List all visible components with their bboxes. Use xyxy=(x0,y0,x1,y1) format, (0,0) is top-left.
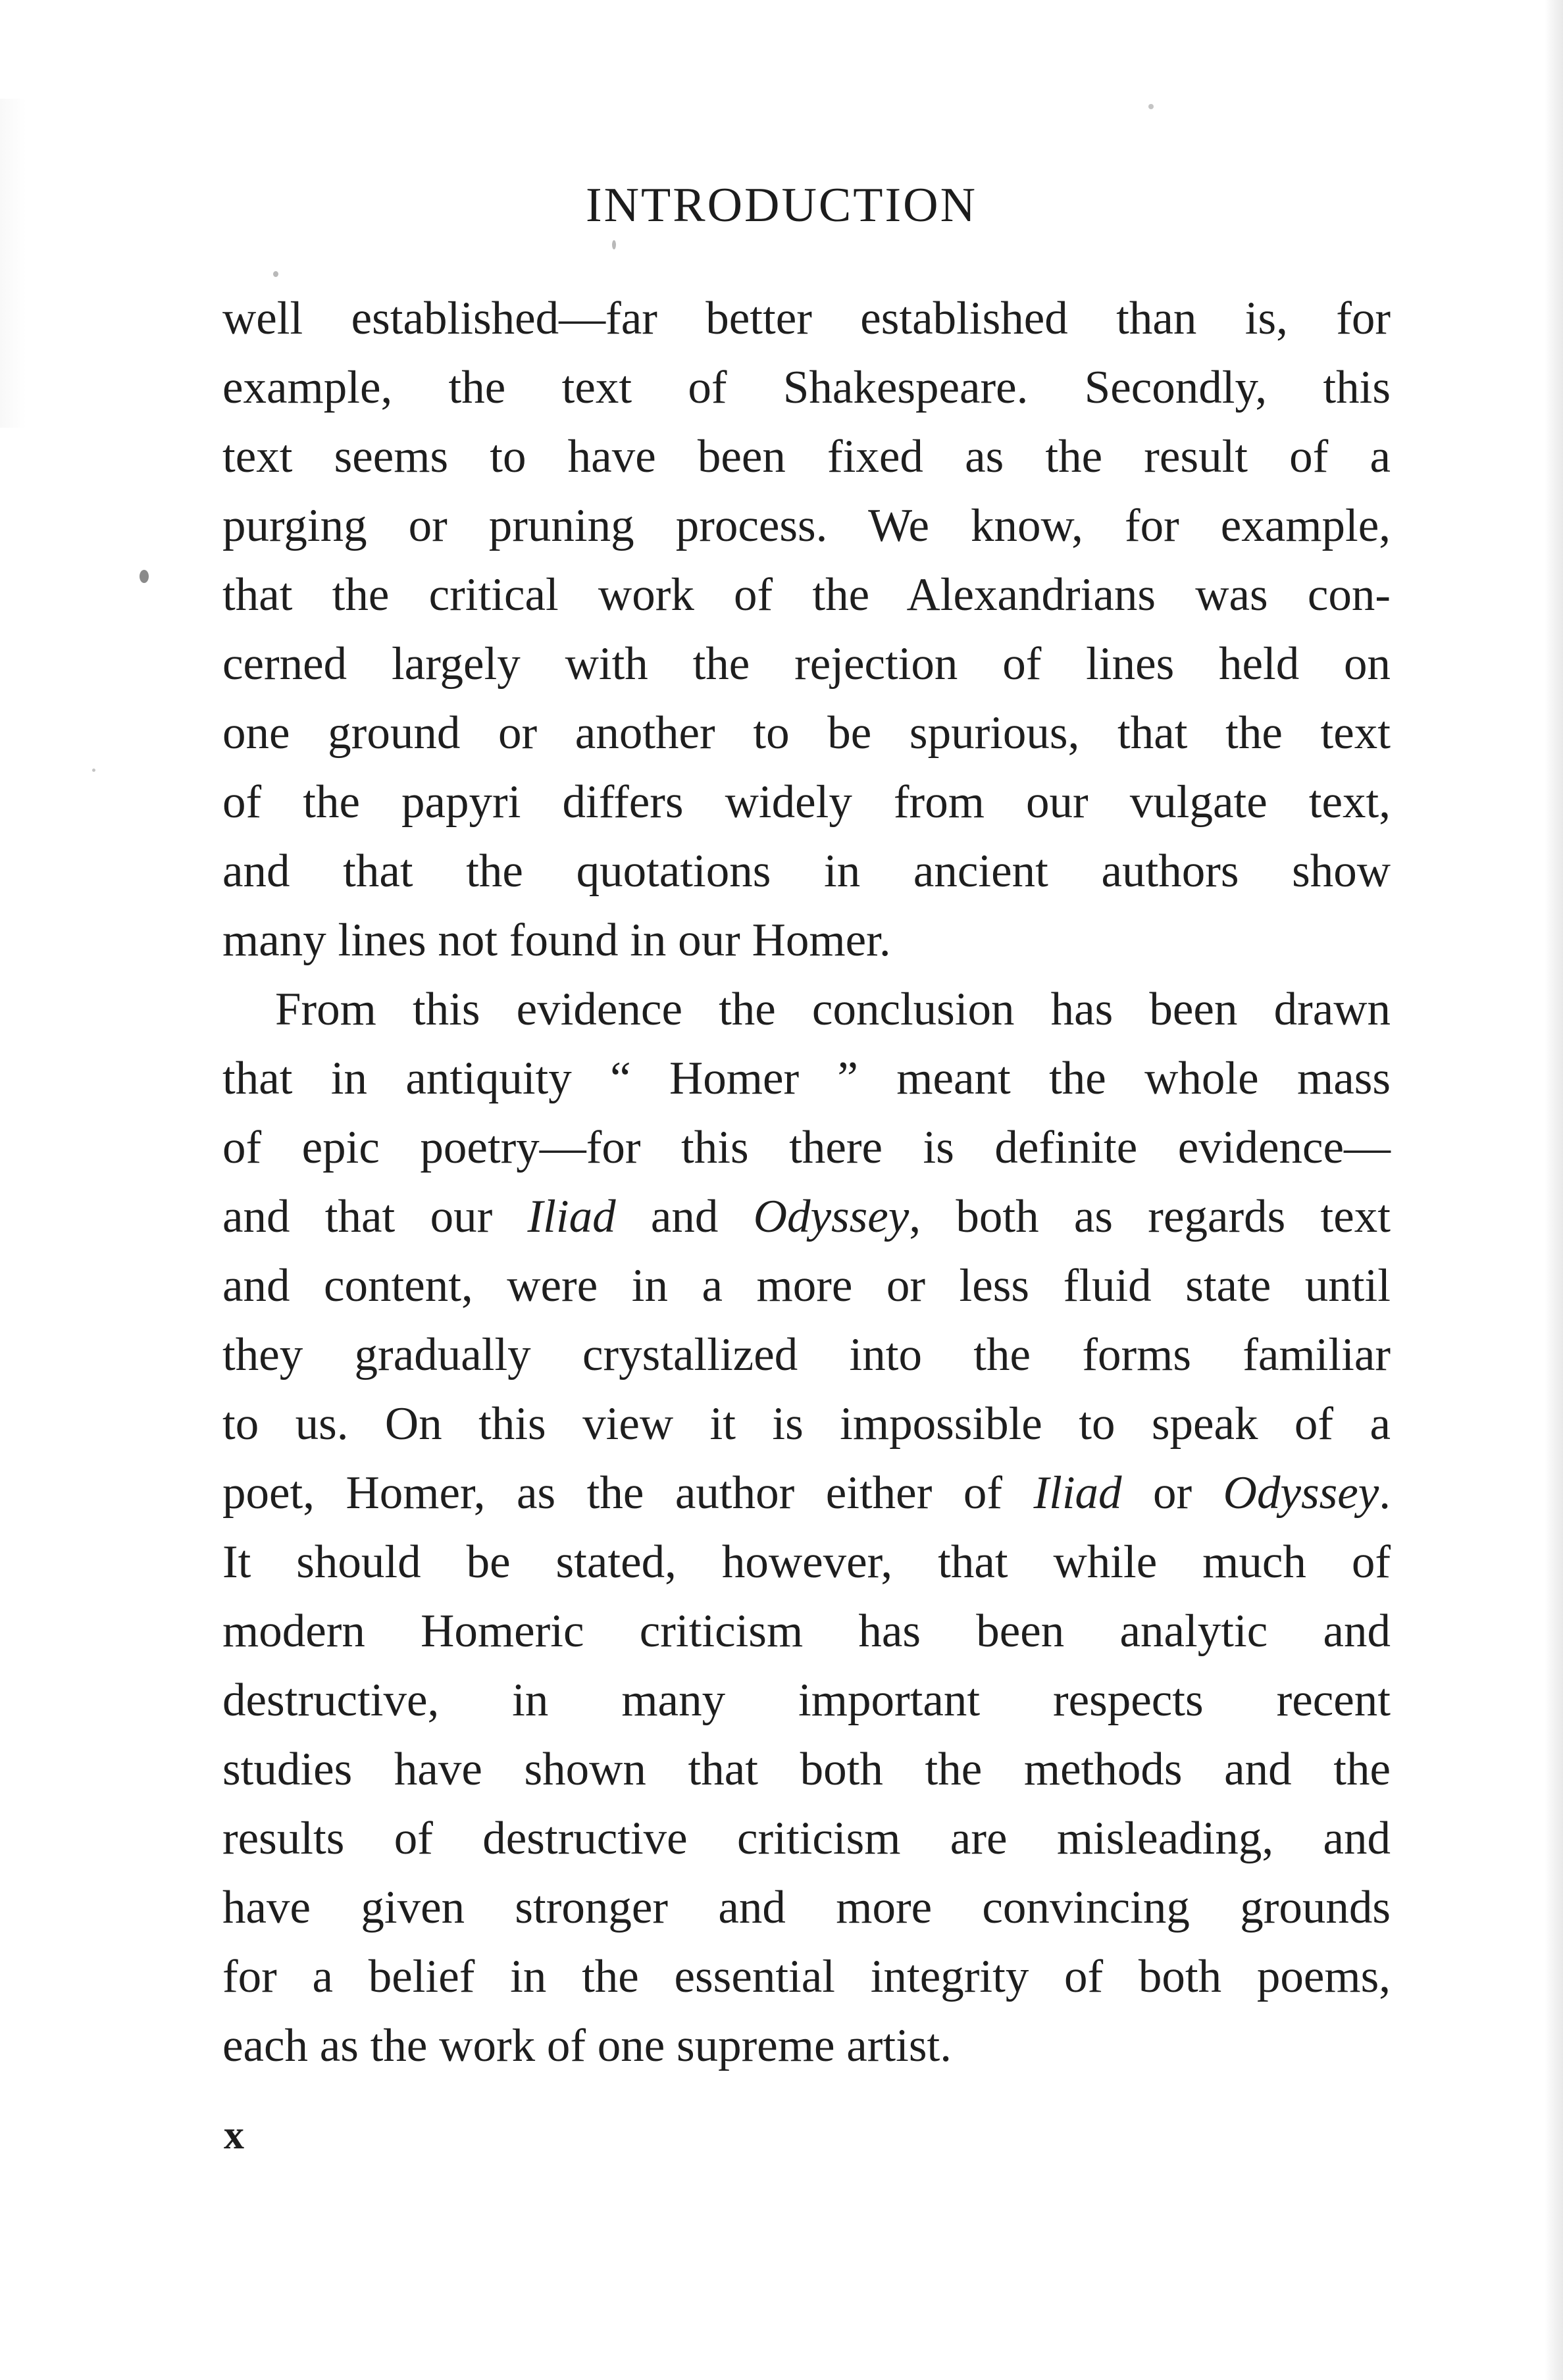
text-line: It should be stated, however, that while much of xyxy=(222,1536,1391,1588)
text-line: results of destructive criticism are misleading, and xyxy=(222,1813,1391,1864)
text-run: and xyxy=(615,1191,754,1242)
text-line: that in antiquity “ Homer ” meant the whole mass xyxy=(222,1053,1391,1104)
text-run: and that our xyxy=(222,1191,528,1242)
scan-speck xyxy=(92,769,95,772)
text-line: many lines not found in our Homer. xyxy=(222,915,891,966)
text-line: text seems to have been fixed as the result of a xyxy=(222,431,1391,482)
page-number: x xyxy=(224,2113,244,2158)
text-run: , both as regards text xyxy=(909,1191,1391,1242)
text-line: modern Homeric criticism has been analytic and xyxy=(222,1606,1391,1657)
scan-speck xyxy=(1148,104,1154,109)
running-head: INTRODUCTION xyxy=(585,178,978,232)
italic-title: Iliad xyxy=(527,1191,616,1242)
italic-title: Iliad xyxy=(1033,1467,1122,1519)
text-line: studies have shown that both the methods and the xyxy=(222,1744,1391,1795)
text-line: From this evidence the conclusion has been drawn xyxy=(275,984,1391,1035)
italic-title: Odyssey xyxy=(1223,1467,1379,1519)
text-line: cerned largely with the rejection of lines held on xyxy=(222,638,1391,690)
text-line: have given stronger and more convincing grounds xyxy=(222,1882,1391,1933)
text-line: for a belief in the essential integrity of both poems, xyxy=(222,1951,1391,2002)
scan-speck xyxy=(273,271,278,277)
text-line: example, the text of Shakespeare. Secondly, this xyxy=(222,362,1391,413)
text-line: of the papyri differs widely from our vulgate text, xyxy=(222,776,1391,828)
text-line: well established—far better established than is, for xyxy=(222,293,1391,344)
scan-speck xyxy=(140,570,149,583)
text-line: to us. On this view it is impossible to speak of a xyxy=(222,1398,1391,1450)
text-line-with-italics xyxy=(222,1463,1391,1523)
text-run: . xyxy=(1379,1467,1391,1519)
italic-title: Odyssey xyxy=(753,1191,910,1242)
text-run: poet, Homer, as the author either of xyxy=(222,1467,1034,1519)
text-line: that the critical work of the Alexandrians was con- xyxy=(222,569,1391,620)
scan-shadow-right xyxy=(1545,0,1563,2380)
text-line: destructive, in many important respects recent xyxy=(222,1675,1391,1726)
text-line: purging or pruning process. We know, for example, xyxy=(222,500,1391,551)
text-line: of epic poetry—for this there is definite evidence— xyxy=(222,1122,1391,1173)
scan-speck xyxy=(612,240,616,249)
text-line: and that the quotations in ancient authors show xyxy=(222,846,1391,897)
scan-shadow-left xyxy=(0,99,26,428)
text-line: one ground or another to be spurious, that the text xyxy=(222,707,1391,759)
text-run: or xyxy=(1121,1467,1223,1519)
text-line: each as the work of one supreme artist. xyxy=(222,2020,952,2071)
text-line: and content, were in a more or less fluid state until xyxy=(222,1260,1391,1311)
text-line-with-italics xyxy=(222,1187,1391,1246)
text-line: they gradually crystallized into the forms familiar xyxy=(222,1329,1391,1380)
